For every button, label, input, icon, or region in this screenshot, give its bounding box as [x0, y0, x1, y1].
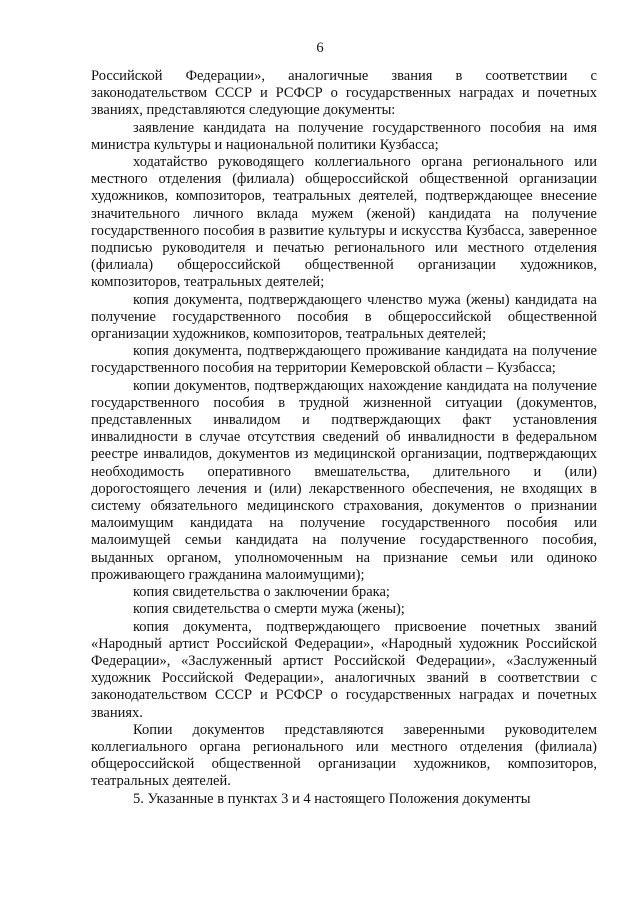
document-body — [91, 68, 597, 808]
paragraph-application: заявление кандидата на получение государственного пособия на имя министра культуры и национальной политики Кузбасса; — [91, 119, 597, 153]
paragraph-petition: ходатайство руководящего коллегиального органа регионального или местного отделения (филиала) общероссийской общественной организации художников, композиторов, театральных деятелей, подтверждающее внесение значительного личного вклада мужем (женой) кандидата на получение государственного пособия в развитие культуры и искусства Кузбасса, заверенное подписью руководителя и печатью регионального или местного отделения (филиала) общероссийской общественной организации художников, композиторов, театральных деятелей; — [91, 154, 597, 291]
paragraph-hardship-copies: копии документов, подтверждающих нахождение кандидата на получение государственного пособия в трудной жизненной ситуации (документов, представленных инвалидом и подтверждающих факт установления инвалидности в случае отсутствия сведений об инвалидности в федеральном реестре инвалидов, документов из медицинской организации, подтверждающих необходимость оперативного вмешательства, длительного и (или) дорогостоящего лечения и (или) лекарственного обеспечения, не входящих в систему обязательного медицинского страхования, документов о признании малоимущим кандидата на получение государственного пособия или малоимущей семьи кандидата на получение государственного пособия, выданных органом, уполномоченным на признание семьи или одиноко проживающего гражданина малоимущими); — [91, 377, 597, 583]
paragraph-membership-copy: копия документа, подтверждающего членство мужа (жены) кандидата на получение государственного пособия в общероссийской общественной организации художников, композиторов, театральных деятелей; — [91, 291, 597, 343]
paragraph-honorary-titles: копия документа, подтверждающего присвоение почетных званий «Народный артист Российской Федерации», «Народный художник Российской Федерации», «Заслуженный артист Российской Федерации», «Заслуженный художник Российской Федерации», аналогичных званий в соответствии с законодательством СССР и РСФСР о государственных наградах и почетных званиях. — [91, 618, 597, 721]
paragraph-certification: Копии документов представляются заверенными руководителем коллегиального органа регионального или местного отделения (филиала) общероссийской общественной организации художников, композиторов, театральных деятелей. — [91, 721, 597, 790]
paragraph-intro: Российской Федерации», аналогичные звания в соответствии с законодательством СССР и РСФСР о государственных наградах и почетных званиях, представляются следующие документы: — [91, 68, 597, 119]
paragraph-death-certificate: копия свидетельства о смерти мужа (жены); — [133, 601, 405, 618]
paragraph-item-5: 5. Указанные в пунктах 3 и 4 настоящего Положения документы — [133, 790, 531, 807]
paragraph-marriage-certificate: копия свидетельства о заключении брака; — [133, 584, 390, 601]
page-number: 6 — [316, 40, 324, 56]
paragraph-residence-copy: копия документа, подтверждающего проживание кандидата на получение государственного пособия на территории Кемеровской области – Кузбасса; — [91, 343, 597, 377]
